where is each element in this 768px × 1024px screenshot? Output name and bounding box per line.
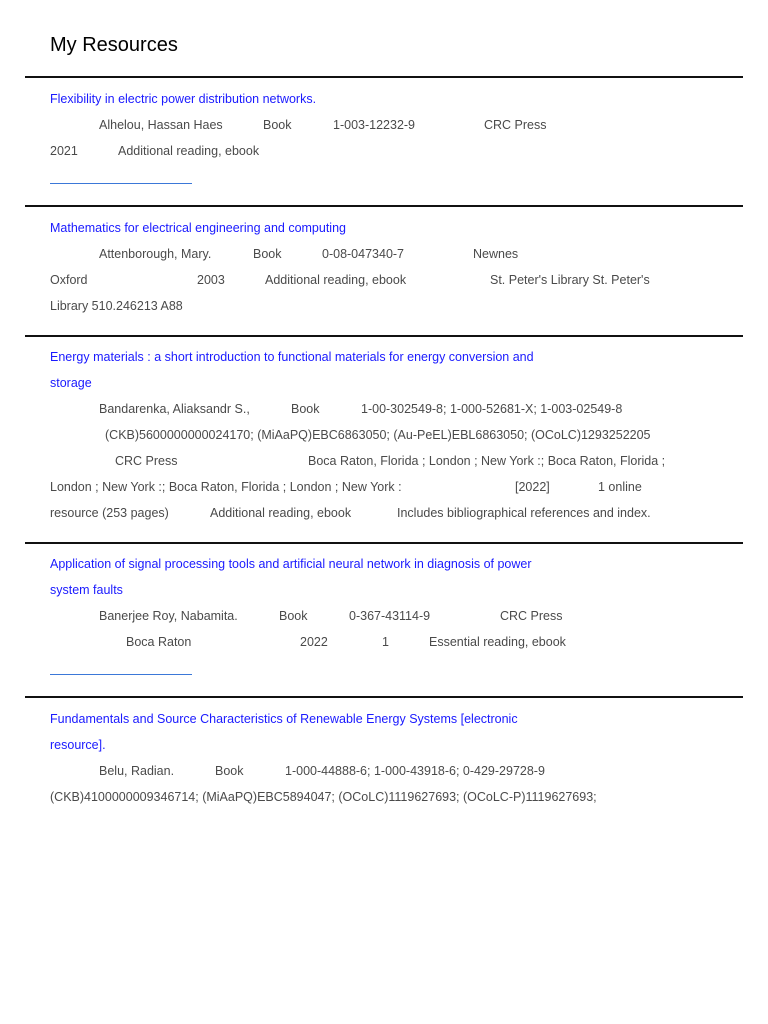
resource-type: Book (279, 609, 308, 623)
resource-author: Alhelou, Hassan Haes (99, 118, 223, 132)
resource-title-link[interactable]: storage (50, 376, 92, 390)
resource-year: [2022] (515, 480, 550, 494)
resource-year: 2003 (197, 273, 225, 287)
resource-title-link[interactable]: Energy materials : a short introduction to functional materials for energy conversion and (50, 350, 534, 364)
resource-year: 2022 (300, 635, 328, 649)
resource-edition: 1 (382, 635, 389, 649)
resource-type: Book (263, 118, 292, 132)
resource-author: Attenborough, Mary. (99, 247, 212, 261)
resource-link-underline[interactable] (50, 183, 192, 184)
resource-place: London ; New York :; Boca Raton, Florida ; London ; New York : (50, 480, 402, 494)
resource-place: Boca Raton (126, 635, 192, 649)
resource-type: Book (215, 764, 244, 778)
resource-bibliography: Includes bibliographical references and index. (397, 506, 651, 520)
resource-title-link[interactable]: Fundamentals and Source Characteristics of Renewable Energy Systems [electronic (50, 712, 518, 726)
resource-publisher: CRC Press (484, 118, 547, 132)
resource-title-link[interactable]: Application of signal processing tools and artificial neural network in diagnosis of power (50, 557, 532, 571)
resource-ids: (CKB)4100000009346714; (MiAaPQ)EBC5894047; (OCoLC)1119627693; (OCoLC-P)1119627693; (50, 790, 597, 804)
resource-note: Additional reading, ebook (265, 273, 407, 287)
resource-link-underline[interactable] (50, 674, 192, 675)
resource-extent: resource (253 pages) (50, 506, 169, 520)
resource-ids: (CKB)5600000000024170; (MiAaPQ)EBC6863050; (Au-PeEL)EBL6863050; (OCoLC)1293252205 (105, 428, 651, 442)
resource-note: Additional reading, ebook (210, 506, 352, 520)
resource-isbn: 1-00-302549-8; 1-000-52681-X; 1-003-02549-8 (361, 402, 623, 416)
resource-location: St. Peter's Library St. Peter's (490, 273, 650, 287)
resource-place: Boca Raton, Florida ; London ; New York :; Boca Raton, Florida ; (308, 454, 666, 468)
resource-isbn: 1-000-44888-6; 1-000-43918-6; 0-429-29728-9 (285, 764, 545, 778)
resource-publisher: CRC Press (500, 609, 563, 623)
resource-note: Additional reading, ebook (118, 144, 260, 158)
section-divider (25, 335, 743, 337)
section-divider (25, 696, 743, 698)
section-divider (25, 205, 743, 207)
resource-title-link[interactable]: system faults (50, 583, 123, 597)
resource-extent: 1 online (598, 480, 642, 494)
section-divider (25, 76, 743, 78)
resource-title-link[interactable]: Flexibility in electric power distribution networks. (50, 92, 317, 106)
resource-publisher: CRC Press (115, 454, 178, 468)
resource-publisher: Newnes (473, 247, 519, 261)
resource-isbn: 0-08-047340-7 (322, 247, 405, 261)
section-divider (25, 542, 743, 544)
resource-type: Book (253, 247, 282, 261)
resource-author: Bandarenka, Aliaksandr S., (99, 402, 250, 416)
resource-type: Book (291, 402, 320, 416)
resource-location: Library 510.246213 A88 (50, 299, 183, 313)
resource-title-link[interactable]: Mathematics for electrical engineering and computing (50, 221, 346, 235)
resource-note: Essential reading, ebook (429, 635, 566, 649)
resource-author: Belu, Radian. (99, 764, 175, 778)
resource-isbn: 1-003-12232-9 (333, 118, 416, 132)
resource-year: 2021 (50, 144, 78, 158)
page-title: My Resources (50, 34, 178, 56)
resource-title-link[interactable]: resource]. (50, 738, 106, 752)
resource-author: Banerjee Roy, Nabamita. (99, 609, 238, 623)
resource-isbn: 0-367-43114-9 (349, 609, 431, 623)
resource-place: Oxford (50, 273, 88, 287)
